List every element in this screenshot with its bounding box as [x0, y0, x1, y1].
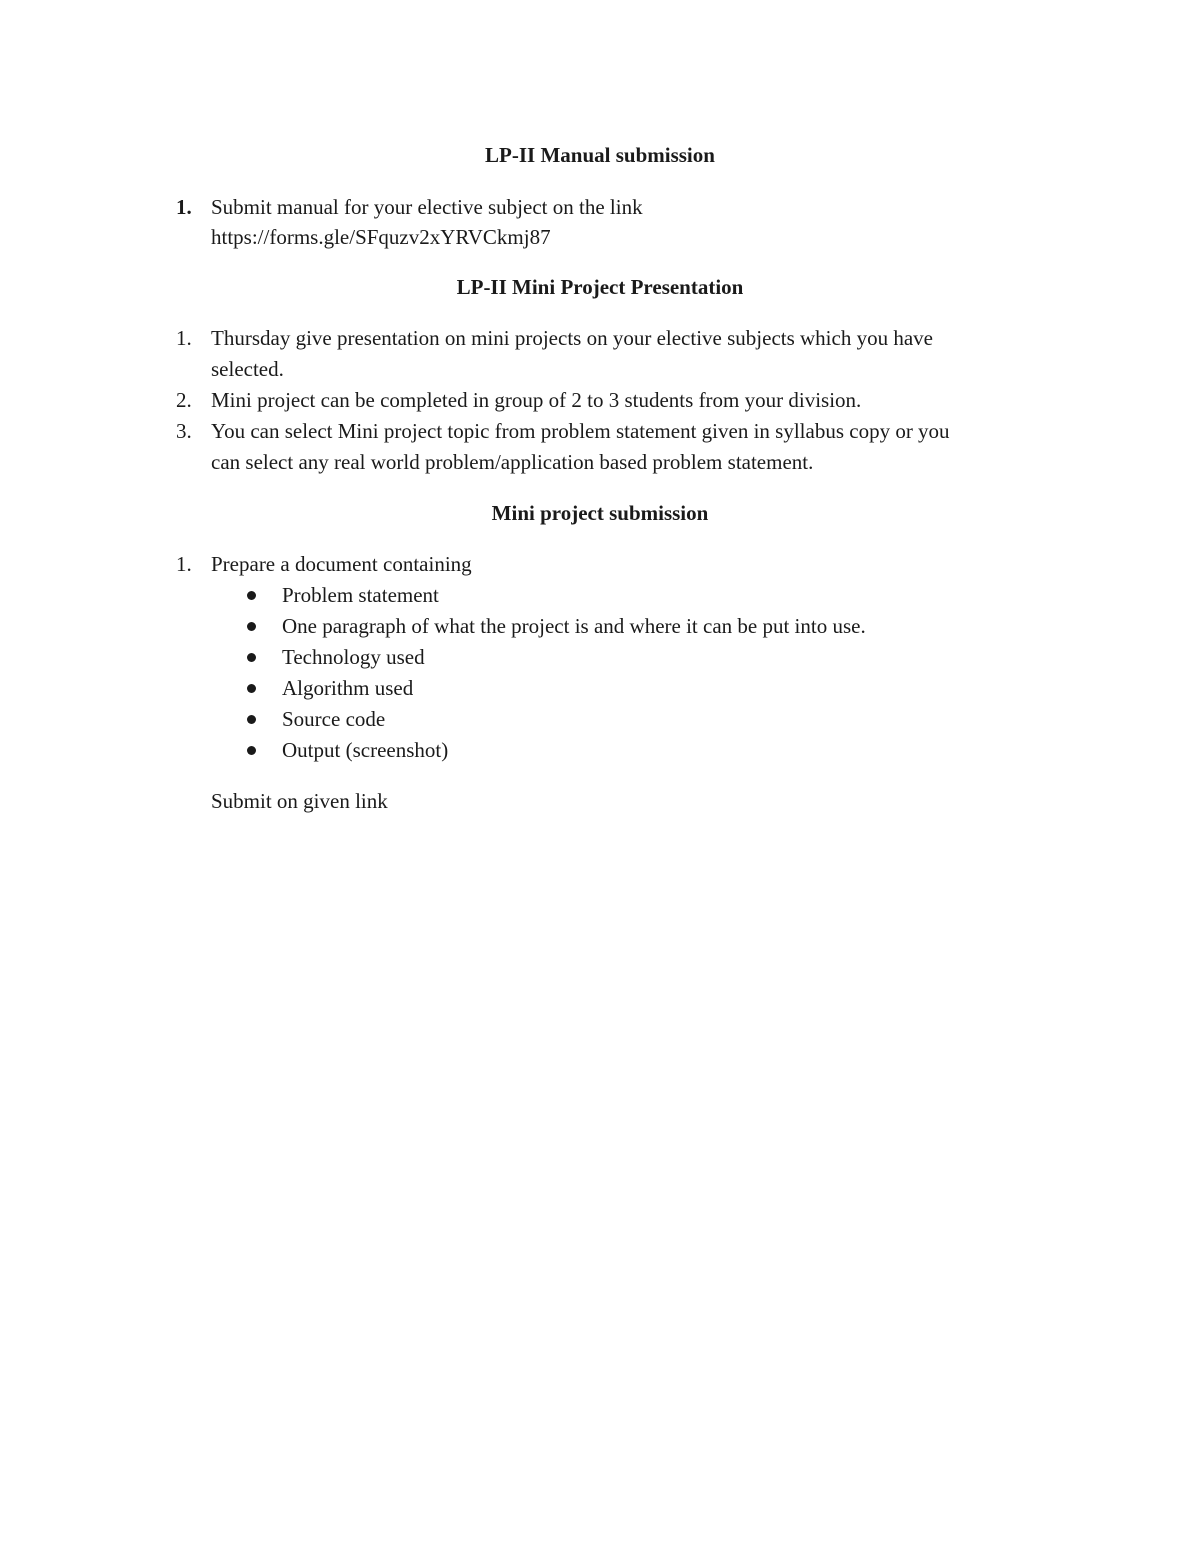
- bullet-icon: [247, 591, 256, 600]
- list-item-line: selected.: [211, 357, 284, 381]
- list-number: 1.: [176, 195, 192, 219]
- list-number: 1.: [176, 326, 192, 350]
- bullet-icon: [247, 684, 256, 693]
- closing-note: Submit on given link: [211, 789, 388, 813]
- list-item-line: can select any real world problem/application based problem statement.: [211, 450, 814, 474]
- bullet-item: Output (screenshot): [282, 738, 449, 762]
- list-number: 3.: [176, 419, 192, 443]
- submission-link[interactable]: https://forms.gle/SFquzv2xYRVCkmj87: [211, 225, 551, 249]
- list-item-line: Submit manual for your elective subject on the link: [211, 195, 643, 219]
- list-number: 1.: [176, 552, 192, 576]
- bullet-icon: [247, 715, 256, 724]
- list-item-line: Prepare a document containing: [211, 552, 472, 576]
- list-item-line: Mini project can be completed in group of 2 to 3 students from your division.: [211, 388, 862, 412]
- section-heading-mini-project-presentation: LP-II Mini Project Presentation: [456, 275, 744, 299]
- bullet-item: Technology used: [282, 645, 425, 669]
- bullet-item: Algorithm used: [282, 676, 414, 700]
- section-heading-manual-submission: LP-II Manual submission: [485, 143, 715, 167]
- bullet-icon: [247, 622, 256, 631]
- list-item-line: You can select Mini project topic from problem statement given in syllabus copy or you: [211, 419, 950, 443]
- list-item-line: Thursday give presentation on mini projects on your elective subjects which you have: [211, 326, 933, 350]
- section-heading-mini-project-submission: Mini project submission: [491, 501, 709, 525]
- bullet-item: Source code: [282, 707, 386, 731]
- bullet-item: One paragraph of what the project is and where it can be put into use.: [282, 614, 866, 638]
- list-number: 2.: [176, 388, 192, 412]
- bullet-icon: [247, 653, 256, 662]
- bullet-icon: [247, 746, 256, 755]
- bullet-item: Problem statement: [282, 583, 439, 607]
